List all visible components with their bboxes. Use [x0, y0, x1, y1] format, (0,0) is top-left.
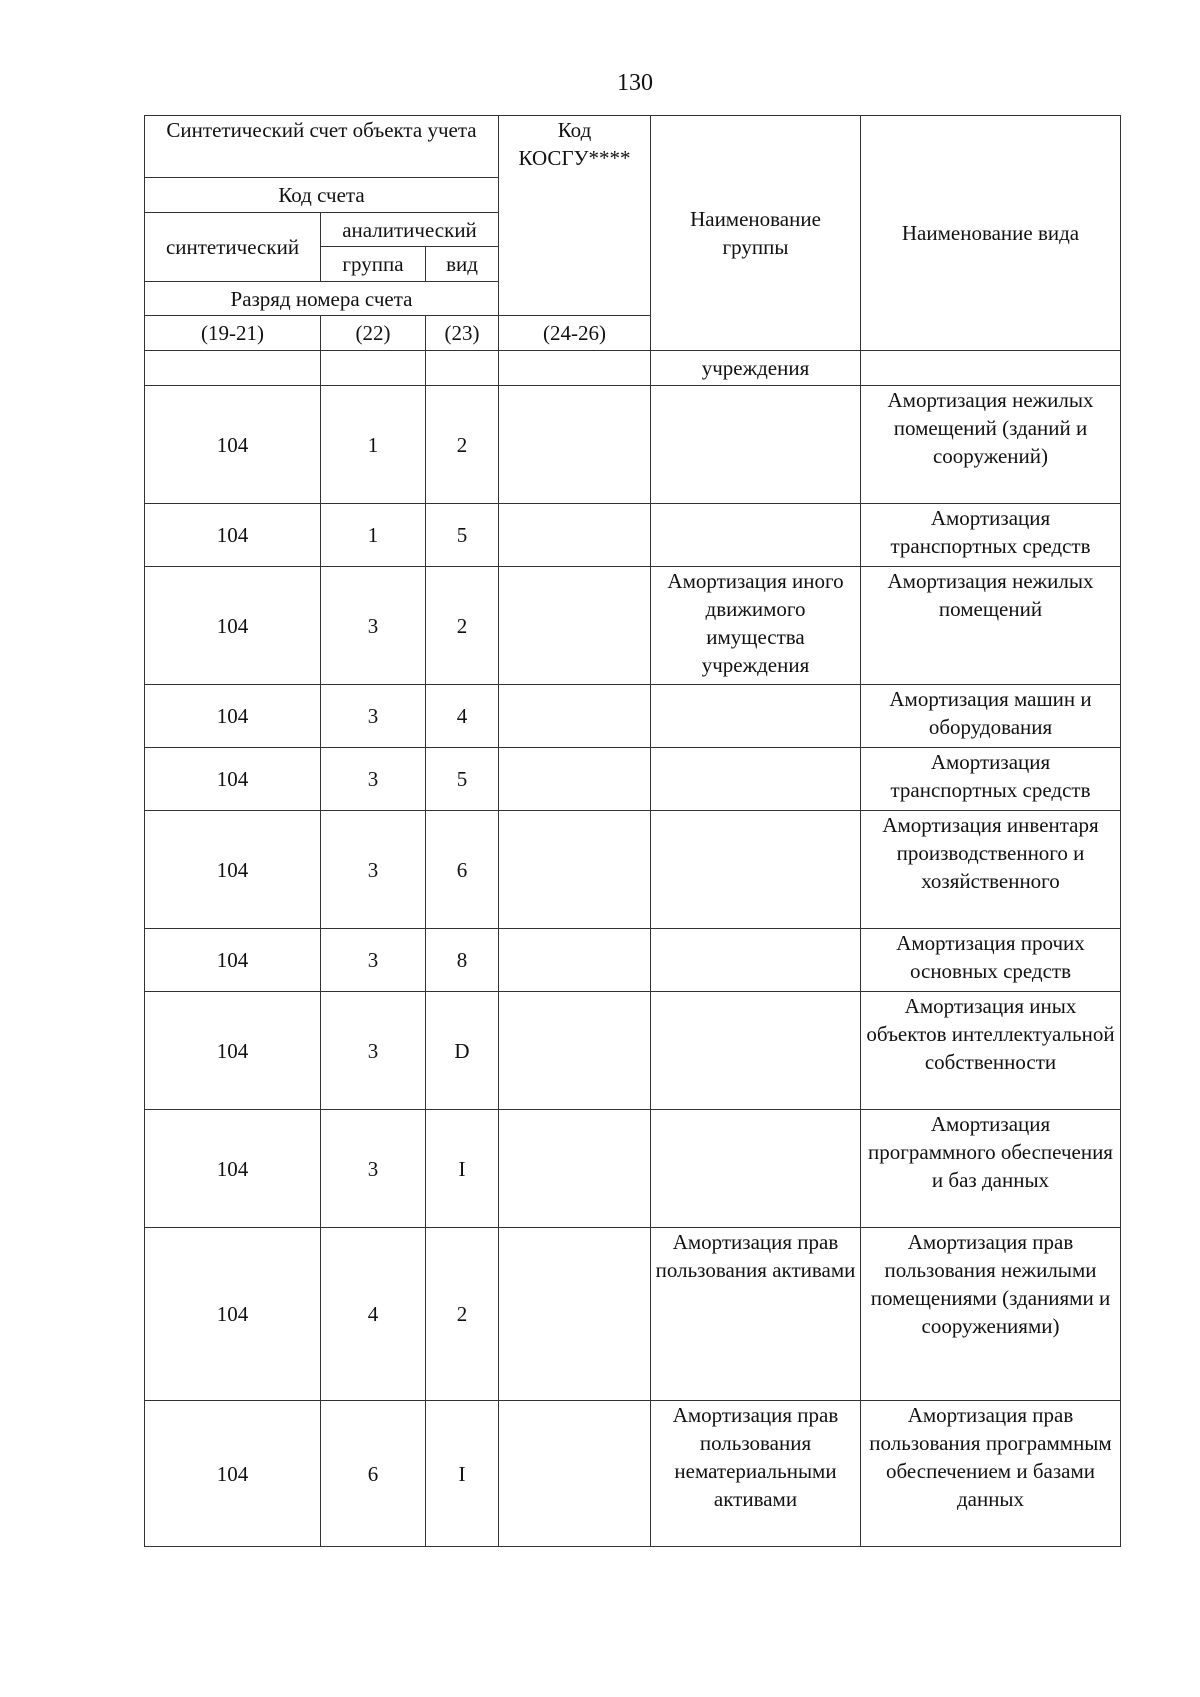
cell-kosgu	[499, 386, 651, 504]
cell-group-name: Амортизация прав пользования нематериальными активами	[651, 1401, 861, 1547]
cell-type-name: Амортизация иных объектов интеллектуальной собственности	[861, 992, 1121, 1110]
cell-group-name: Амортизация иного движимого имущества учреждения	[651, 567, 861, 685]
cell-type-name: Амортизация прав пользования программным обеспечением и базами данных	[861, 1401, 1121, 1547]
digit-type: (23)	[426, 316, 499, 351]
cell-kosgu	[499, 1228, 651, 1401]
cell-type-name: Амортизация нежилых помещений	[861, 567, 1121, 685]
continuation-row	[145, 351, 1121, 386]
cell-group-name	[651, 504, 861, 567]
cell-kosgu	[499, 685, 651, 748]
cell-kosgu	[499, 811, 651, 929]
cell-synthetic: 104	[145, 929, 321, 992]
cell-group: 1	[321, 504, 426, 567]
cell-kosgu	[499, 1401, 651, 1547]
cell-type: 2	[426, 386, 499, 504]
cell-synthetic: 104	[145, 992, 321, 1110]
cell-group: 3	[321, 1110, 426, 1228]
table-row	[145, 567, 1121, 685]
cell-type: I	[426, 1110, 499, 1228]
cell-group: 6	[321, 1401, 426, 1547]
cell-synthetic: 104	[145, 386, 321, 504]
cell-type: 2	[426, 1228, 499, 1401]
cell-synthetic: 104	[145, 1401, 321, 1547]
cell-group: 3	[321, 685, 426, 748]
table-cell	[426, 351, 499, 386]
table-row	[145, 1228, 1121, 1401]
cell-type: 6	[426, 811, 499, 929]
cell-type-name: Амортизация транспортных средств	[861, 748, 1121, 811]
cell-group-name	[651, 811, 861, 929]
cell-group-name	[651, 992, 861, 1110]
header-group: группа	[321, 247, 426, 282]
cell-group-name	[651, 929, 861, 992]
table-row	[145, 992, 1121, 1110]
cell-type-name: Амортизация машин и оборудования	[861, 685, 1121, 748]
account-table	[144, 115, 1121, 1547]
cell-group-name	[651, 685, 861, 748]
digit-group: (22)	[321, 316, 426, 351]
cell-type: D	[426, 992, 499, 1110]
cell-synthetic: 104	[145, 1228, 321, 1401]
cell-group: 4	[321, 1228, 426, 1401]
table-row	[145, 386, 1121, 504]
cell-kosgu	[499, 1110, 651, 1228]
cell-type-name: Амортизация программного обеспечения и баз данных	[861, 1110, 1121, 1228]
cell-group-name	[651, 386, 861, 504]
cell-type: 5	[426, 748, 499, 811]
cell-type-name: Амортизация прочих основных средств	[861, 929, 1121, 992]
table-row	[145, 929, 1121, 992]
table-cell	[861, 351, 1121, 386]
cell-group: 3	[321, 992, 426, 1110]
table-row	[145, 685, 1121, 748]
cell-type-name: Амортизация инвентаря производственного и хозяйственного	[861, 811, 1121, 929]
table-row	[145, 1401, 1121, 1547]
cell-type: 8	[426, 929, 499, 992]
table-row	[145, 1110, 1121, 1228]
cell-type: 4	[426, 685, 499, 748]
cell-group-name: Амортизация прав пользования активами	[651, 1228, 861, 1401]
cell-group: 3	[321, 567, 426, 685]
table-row	[145, 748, 1121, 811]
cell-synthetic: 104	[145, 811, 321, 929]
cell-kosgu	[499, 504, 651, 567]
cell-type-name: Амортизация нежилых помещений (зданий и сооружений)	[861, 386, 1121, 504]
table-row	[145, 811, 1121, 929]
cell-synthetic: 104	[145, 1110, 321, 1228]
header-account-code: Код счета	[145, 178, 499, 213]
cell-type-name: Амортизация прав пользования нежилыми помещениями (зданиями и сооружениями)	[861, 1228, 1121, 1401]
cell-synthetic: 104	[145, 504, 321, 567]
cell-kosgu	[499, 992, 651, 1110]
header-kosgu: Код КОСГУ****	[499, 116, 651, 316]
continuation-group-name: учреждения	[651, 351, 861, 386]
cell-synthetic: 104	[145, 748, 321, 811]
header-analytic: аналитический	[321, 213, 499, 247]
cell-group: 1	[321, 386, 426, 504]
table-cell	[145, 351, 321, 386]
cell-kosgu	[499, 929, 651, 992]
digit-kosgu: (24-26)	[499, 316, 651, 351]
table-row	[145, 504, 1121, 567]
cell-group: 3	[321, 748, 426, 811]
header-digit-rank: Разряд номера счета	[145, 282, 499, 316]
cell-group-name	[651, 748, 861, 811]
cell-synthetic: 104	[145, 685, 321, 748]
cell-group: 3	[321, 811, 426, 929]
cell-synthetic: 104	[145, 567, 321, 685]
cell-group: 3	[321, 929, 426, 992]
header-type: вид	[426, 247, 499, 282]
cell-type-name: Амортизация транспортных средств	[861, 504, 1121, 567]
header-type-name: Наименование вида	[861, 116, 1121, 351]
cell-type: I	[426, 1401, 499, 1547]
cell-type: 5	[426, 504, 499, 567]
table-cell	[499, 351, 651, 386]
cell-group-name	[651, 1110, 861, 1228]
cell-kosgu	[499, 748, 651, 811]
digit-synthetic: (19-21)	[145, 316, 321, 351]
cell-kosgu	[499, 567, 651, 685]
cell-type: 2	[426, 567, 499, 685]
page-number: 130	[617, 70, 653, 96]
header-synthetic-account: Синтетический счет объекта учета	[145, 116, 499, 178]
header-group-name: Наименование группы	[651, 116, 861, 351]
table-cell	[321, 351, 426, 386]
header-synthetic: синтетический	[145, 213, 321, 282]
